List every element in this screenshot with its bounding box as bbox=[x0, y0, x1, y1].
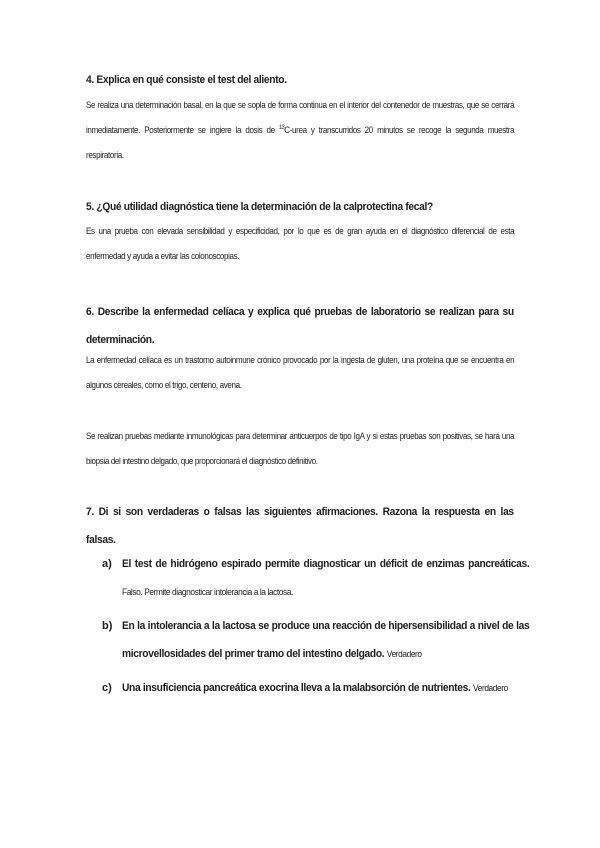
statement: Una insuficiencia pancreática exocrina lleva a la malabsorción de nutrientes. bbox=[122, 682, 471, 694]
question-5-answer: Es una prueba con elevada sensibilidad y especificidad, por lo que es de gran ayuda en el diagnóstico diferencial de esta enfermedad y ayuda a evitar las colonoscopias. bbox=[86, 226, 515, 261]
list-item-b bbox=[102, 612, 530, 668]
question-6-title: 6. Describe la enfermedad celíaca y explica qué pruebas de laboratorio se realizan para su determinación. bbox=[86, 306, 514, 346]
statement: En la intolerancia a la lactosa se produce una reacción de hipersensibilidad a nivel de las microvellosidades del primer tramo del intestino delgado. bbox=[122, 620, 530, 660]
answer: Falso. Permite diagnosticar intolerancia a la lactosa. bbox=[122, 587, 293, 597]
list-marker: a) bbox=[102, 558, 112, 570]
question-4-title: 4. Explica en qué consiste el test del aliento. bbox=[86, 74, 287, 86]
answer: Verdadero bbox=[473, 683, 508, 693]
list-marker: b) bbox=[102, 620, 113, 632]
question-4-answer: Se realiza una determinación basal, en la que se sopla de forma continua en el interior del contenedor de muestras, que se cerrará inmediatamente. Posteriormente se ingiere la dosis de $^{13}$C-urea y transcurridos 20 minutos se recoge la segunda muestra respiratoria. bbox=[86, 100, 515, 160]
question-6-answer-1: La enfermedad celíaca es un trastorno autoinmune crónico provocado por la ingesta de gluten, una proteína que se encuentra en algunos cereales, como el trigo, centeno, avena. bbox=[86, 355, 515, 390]
answer: Verdadero bbox=[386, 649, 422, 659]
statement: El test de hidrógeno espirado permite diagnosticar un déficit de enzimas pancreáticas. bbox=[122, 558, 530, 570]
question-7-title: 7. Di si son verdaderas o falsas las siguientes afirmaciones. Razona la respuesta en las falsas. bbox=[86, 506, 514, 546]
list-item-a bbox=[102, 550, 530, 606]
question-6-answer-2: Se realizan pruebas mediante inmunológicas para determinar anticuerpos de tipo IgA y si estas pruebas son positivas, se hará una biopsia del intestino delgado, que proporcionará el diagnóstico definitivo. bbox=[86, 431, 515, 466]
list-marker: c) bbox=[102, 682, 112, 694]
list-item-c bbox=[102, 674, 514, 702]
question-5-title: 5. ¿Qué utilidad diagnóstica tiene la determinación de la calprotectina fecal? bbox=[86, 201, 433, 213]
question-7-list bbox=[102, 550, 530, 708]
superscript-13: 13 bbox=[278, 125, 285, 131]
